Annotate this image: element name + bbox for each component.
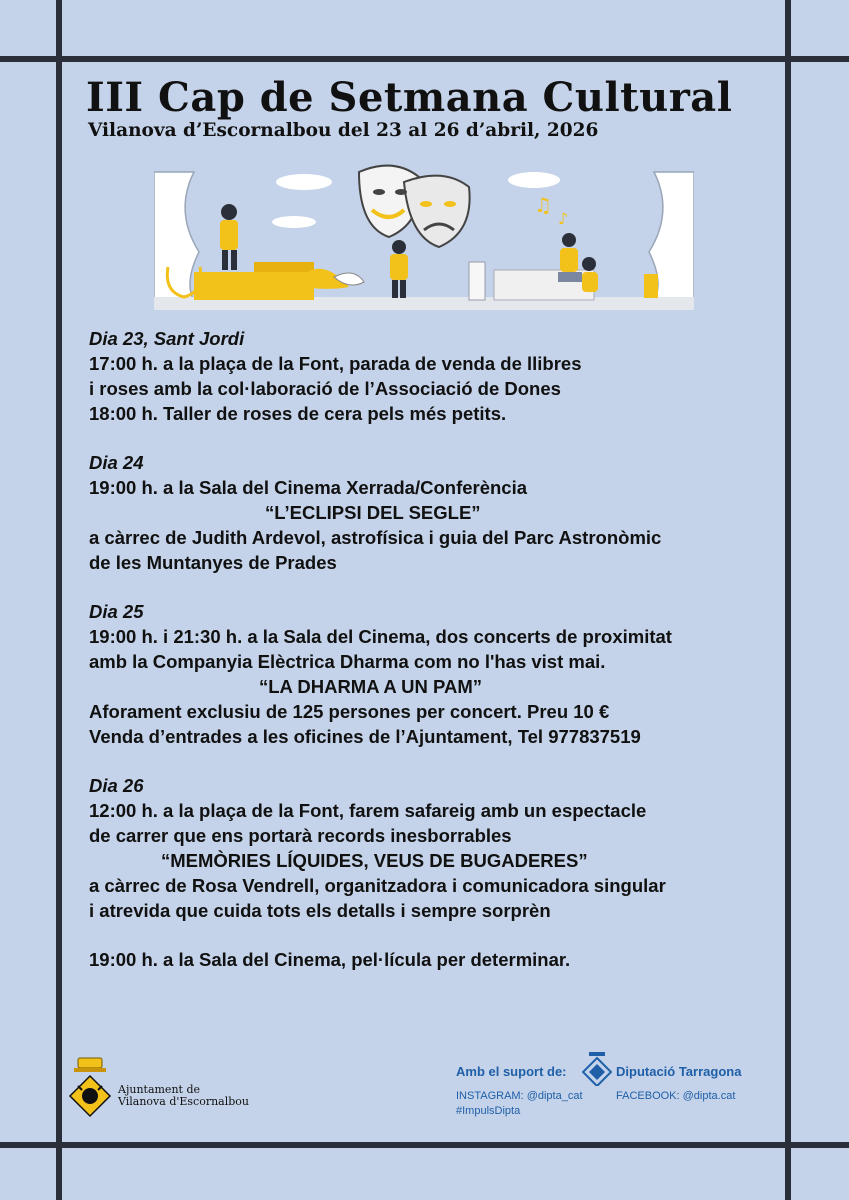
day-24-section (89, 450, 779, 575)
day-title: Dia 25 (89, 601, 144, 622)
ajuntament-logo-block (62, 1052, 362, 1122)
day-23-section (89, 326, 779, 426)
hashtag[interactable]: #ImpulsDipta (456, 1105, 521, 1117)
theatre-illustration (154, 152, 694, 310)
coat-of-arms-icon (68, 1056, 112, 1118)
event-line: de les Muntanyes de Prades (89, 552, 337, 573)
svg-text:♪: ♪ (558, 209, 569, 228)
event-line: 19:00 h. a la Sala del Cinema, pel·lícula per determinar. (89, 949, 571, 970)
event-line: i roses amb la col·laboració de l’Associació de Dones (89, 378, 561, 399)
support-label: Amb el suport de: (456, 1064, 567, 1079)
ajuntament-line1: Ajuntament de (118, 1083, 200, 1096)
event-line: 12:00 h. a la plaça de la Font, farem safareig amb un espectacle (89, 800, 647, 821)
day-title: Dia 23, Sant Jordi (89, 328, 245, 349)
theatre-masks-icon (359, 166, 470, 247)
event-line: 18:00 h. Taller de roses de cera pels més petits. (89, 403, 507, 424)
event-line: 19:00 h. i 21:30 h. a la Sala del Cinema, dos concerts de proximitat (89, 626, 672, 647)
event-title-quote: “LA DHARMA A UN PAM” (259, 676, 483, 697)
facebook-handle[interactable]: FACEBOOK: @dipta.cat (616, 1090, 736, 1102)
diputacio-name: Diputació Tarragona (616, 1064, 742, 1079)
poster-content (62, 62, 785, 1142)
day-25-section (89, 599, 779, 749)
event-line: 17:00 h. a la plaça de la Font, parada de venda de llibres (89, 353, 582, 374)
frame-line-bottom (0, 1142, 849, 1148)
event-line: i atrevida que cuida tots els detalls i sempre sorprèn (89, 900, 551, 921)
support-block (456, 1052, 776, 1132)
svg-text:♫: ♫ (534, 193, 552, 217)
event-line: Venda d’entrades a les oficines de l’Ajuntament, Tel 977837519 (89, 726, 641, 747)
event-line: 19:00 h. a la Sala del Cinema Xerrada/Conferència (89, 477, 528, 498)
frame-line-right (785, 0, 791, 1200)
poster-subtitle: Vilanova d’Escornalbou del 23 al 26 d’abril, 2026 (88, 120, 599, 141)
event-line: Aforament exclusiu de 125 persones per concert. Preu 10 € (89, 701, 610, 722)
day-26-section (89, 773, 779, 972)
program-list (89, 326, 779, 996)
event-line: a càrrec de Judith Ardevol, astrofísica i guia del Parc Astronòmic (89, 527, 662, 548)
event-line: a càrrec de Rosa Vendrell, organitzadora i comunicadora singular (89, 875, 666, 896)
poster-title: III Cap de Setmana Cultural (86, 74, 733, 121)
instagram-handle[interactable]: INSTAGRAM: @dipta_cat (456, 1090, 583, 1102)
event-title-quote: “L’ECLIPSI DEL SEGLE” (265, 502, 481, 523)
ajuntament-line2: Vilanova d'Escornalbou (118, 1095, 250, 1108)
day-title: Dia 24 (89, 452, 144, 473)
diputacio-logo-icon (582, 1052, 612, 1086)
day-title: Dia 26 (89, 775, 144, 796)
ajuntament-name (118, 1084, 249, 1108)
event-line: de carrer que ens portarà records inesborrables (89, 825, 512, 846)
event-title-quote: “MEMÒRIES LÍQUIDES, VEUS DE BUGADERES” (161, 850, 588, 871)
event-line: amb la Companyia Elèctrica Dharma com no l'has vist mai. (89, 651, 606, 672)
